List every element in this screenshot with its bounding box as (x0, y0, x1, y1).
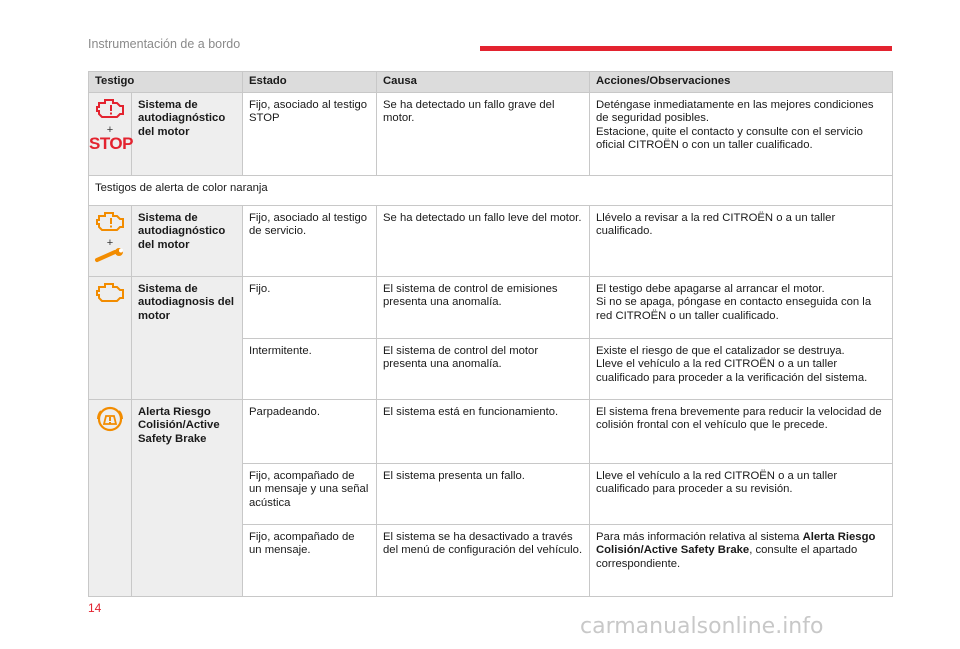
column-header-causa: Causa (377, 72, 590, 93)
warning-lights-table (88, 71, 893, 597)
acciones-line: Estacione, quite el contacto y consulte con el servicio oficial CITROËN o con un taller cualificado. (596, 125, 863, 152)
table-row (89, 277, 893, 339)
warning-name: Sistema de autodiagnóstico del motor (132, 206, 243, 277)
stop-icon: STOP (89, 134, 133, 154)
column-header-acciones: Acciones/Observaciones (590, 72, 893, 93)
table-header-row (89, 72, 893, 93)
warning-name: Alerta Riesgo Colisión/Active Safety Brake (132, 400, 243, 597)
table-row (89, 93, 893, 176)
causa-cell: Se ha detectado un fallo leve del motor. (377, 206, 590, 277)
column-header-estado: Estado (243, 72, 377, 93)
section-row-orange (89, 176, 893, 206)
causa-cell: Se ha detectado un fallo grave del motor. (377, 93, 590, 176)
causa-cell: El sistema presenta un fallo. (377, 464, 590, 525)
acciones-line: Lleve el vehículo a la red CITROËN o a un taller cualificado para proceder a la verificación del sistema. (596, 358, 868, 384)
acciones-line: El testigo debe apagarse al arrancar el motor. (596, 283, 825, 295)
estado-cell: Fijo, asociado al testigo STOP (243, 93, 377, 176)
engine-check-icon (93, 97, 127, 121)
plus-sign: + (106, 237, 114, 250)
estado-cell: Fijo, acompañado de un mensaje. (243, 525, 377, 597)
acciones-text: Para más información relativa al sistema (596, 531, 803, 543)
warning-name: Sistema de autodiagnóstico del motor (132, 93, 243, 176)
acciones-line: Existe el riesgo de que el catalizador se destruya. (596, 345, 845, 357)
icon-cell (89, 206, 132, 277)
collision-alert-icon (95, 404, 125, 434)
acciones-cell: Llévelo a revisar a la red CITROËN o a un taller cualificado. (590, 206, 893, 277)
causa-cell: El sistema se ha desactivado a través del menú de configuración del vehículo. (377, 525, 590, 597)
cross-reference-link: Alerta Riesgo Colisión/Active Safety Brake (596, 531, 876, 557)
warning-name: Sistema de autodiagnosis del motor (132, 277, 243, 400)
causa-cell: El sistema de control del motor presenta una anomalía. (377, 339, 590, 400)
engine-check-icon (93, 210, 127, 234)
acciones-text: , consulte el apartado correspondiente. (596, 544, 858, 570)
icon-cell (89, 277, 132, 400)
estado-cell: Fijo. (243, 277, 377, 339)
estado-cell: Parpadeando. (243, 400, 377, 464)
causa-cell: El sistema de control de emisiones presenta una anomalía. (377, 277, 590, 339)
acciones-line: Si no se apaga, póngase en contacto enseguida con la red CITROËN o un taller cualificado. (596, 296, 872, 322)
engine-check-icon (93, 281, 127, 305)
column-header-testigo: Testigo (89, 72, 243, 93)
icon-cell (89, 93, 132, 176)
estado-cell: Fijo, acompañado de un mensaje y una señal acústica (243, 464, 377, 525)
table-row (89, 400, 893, 464)
causa-cell: El sistema está en funcionamiento. (377, 400, 590, 464)
page-number: 14 (88, 601, 102, 615)
header-accent-bar (480, 46, 892, 51)
acciones-cell (590, 339, 893, 400)
section-label: Testigos de alerta de color naranja (89, 176, 893, 206)
table-row (89, 206, 893, 277)
acciones-cell (590, 277, 893, 339)
acciones-cell: Lleve el vehículo a la red CITROËN o a un taller cualificado para proceder a su revisión. (590, 464, 893, 525)
watermark: carmanualsonline.info (580, 614, 824, 639)
acciones-cell (590, 525, 893, 597)
wrench-icon (93, 248, 127, 264)
page-header-title: Instrumentación de a bordo (88, 37, 241, 51)
estado-cell: Intermitente. (243, 339, 377, 400)
acciones-line: Deténgase inmediatamente en las mejores condiciones de seguridad posibles. (596, 99, 874, 125)
plus-sign: + (106, 124, 114, 137)
icon-cell (89, 400, 132, 597)
acciones-cell: El sistema frena brevemente para reducir la velocidad de colisión frontal con el vehículo que le precede. (590, 400, 893, 464)
acciones-cell (590, 93, 893, 176)
estado-cell: Fijo, asociado al testigo de servicio. (243, 206, 377, 277)
